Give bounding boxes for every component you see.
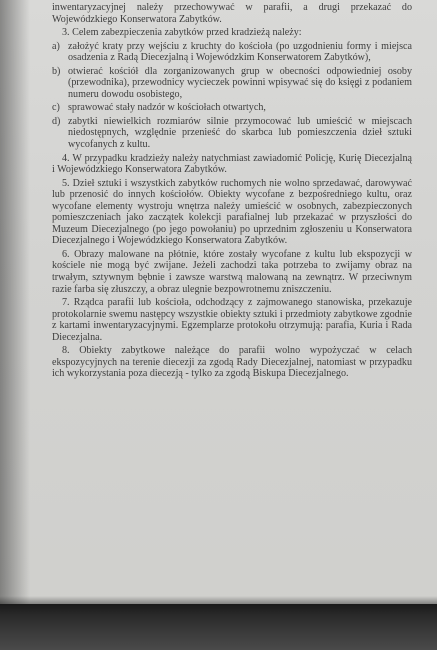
page-shadow	[0, 0, 30, 650]
paragraph-5: 5. Dzieł sztuki i wszystkich zabytków ruchomych nie wolno sprzedawać, darowywać lub przenosić do innych kościołów. Obiekty wycofane z bezpośredniego kultu, oraz wycofane elementy wystroju wnętrza należy umieścić w osobnych, zabezpieczonych pomieszczeniach jako zaczątek kolekcji parafialnej lub przekazać w przyszłości do Muzeum Diecezjalnego (po jego powołaniu) po uprzednim zgłoszeniu u Konserwatora Diecezjalnego i Wojewódzkiego Konserwatora Zabytków.	[52, 177, 412, 247]
document-body	[52, 2, 412, 380]
list-marker: a)	[52, 40, 60, 52]
paragraph-4: 4. W przypadku kradzieży należy natychmiast zawiadomić Policję, Kurię Diecezjalną i Wojewódzkiego Konserwatora Zabytków.	[52, 152, 412, 176]
paragraph-7: 7. Rządca parafii lub kościoła, odchodzący z zajmowanego stanowiska, przekazuje protokolarnie swemu następcy wszystkie obiekty sztuki i przedmioty zabytkowe zgodnie z kartami inwentaryzacyjnymi. Egzemplarze protokołu otrzymują: parafia, Kuria i Rada Diecezjalna.	[52, 297, 412, 343]
list-item	[52, 41, 412, 64]
paragraph-continuation: inwentaryzacyjnej należy przechowywać w parafii, a drugi przekazać do Wojewódzkiego Konserwatora Zabytków.	[52, 2, 412, 25]
list-item-text: zabytki niewielkich rozmiarów silnie przymocować lub umieścić w miejscach niedostępnych, względnie przenieść do skarbca lub pomieszczenia dzieł sztuki wycofanych z kultu.	[68, 115, 412, 151]
list-item-text: założyć kraty przy wejściu z kruchty do kościoła (po uzgodnieniu formy i miejsca osadzenia z Radą Diecezjalną i Wojewódzkim Konserwatorem Zabytków),	[68, 40, 412, 64]
list-marker: d)	[52, 115, 61, 127]
list-item	[52, 116, 412, 151]
list-item-text: otwierać kościół dla zorganizowanych grup w obecności odpowiedniej osoby (przewodnika), przewodnicy wycieczek powinni wpisywać się do księgi z podaniem numeru dowodu osobistego,	[68, 65, 412, 100]
list-marker: b)	[52, 65, 61, 77]
list-item	[52, 66, 412, 101]
list-marker: c)	[52, 102, 60, 114]
paragraph-8: 8. Obiekty zabytkowe należące do parafii wolno wypożyczać w celach ekspozycyjnych na terenie diecezji za zgodą Rady Diecezjalnej, natomiast w przypadku ich wykorzystania poza diecezją - tylko za zgodą Biskupa Diecezjalnego.	[52, 345, 412, 380]
paragraph-3: 3. Celem zabezpieczenia zabytków przed kradzieżą należy:	[62, 27, 302, 39]
list-item-text: sprawować stały nadzór w kościołach otwartych,	[68, 102, 266, 114]
list-item	[52, 102, 412, 114]
scan-bottom-band	[0, 604, 437, 650]
paragraph-6: 6. Obrazy malowane na płótnie, które zostały wycofane z kultu lub ekspozycji w kościele nie mogą być zwijane. Jeżeli zachodzi taka potrzeba to zwijamy obraz na trwałym, sztywnym bębnie i zawsze warstwą malowaną na zewnątrz. W przeciwnym razie farba się złuszczy, a obraz ulegnie bezpowrotnemu zniszczeniu.	[52, 248, 412, 295]
